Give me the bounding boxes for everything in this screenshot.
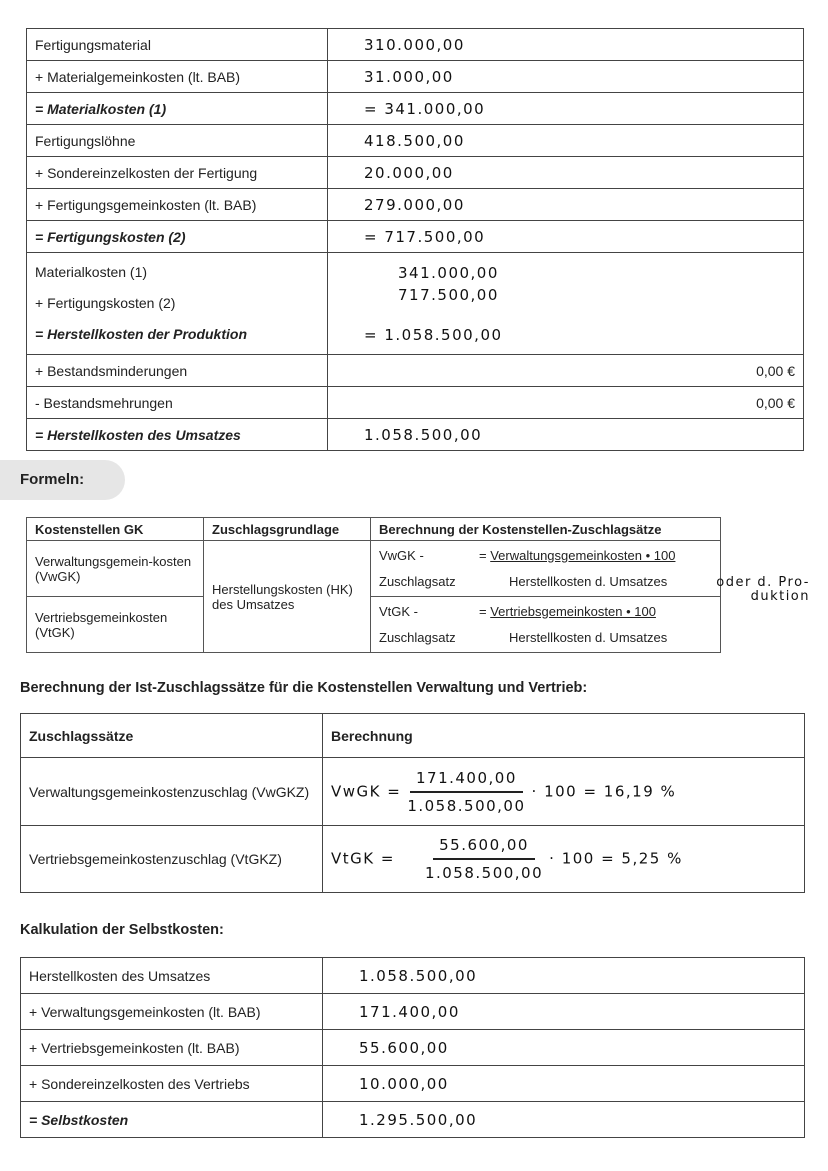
table-row [27, 125, 804, 157]
formeln-label: Formeln: [0, 460, 125, 500]
calc-vtgk: VtGK = $\frac{55.600,00}{1.058.500,00}$ · 100 = 5,25 % [323, 826, 805, 893]
row-label: + Materialgemeinkosten (lt. BAB) [27, 61, 328, 93]
cell: Herstellungskosten (HK) des Umsatzes [204, 541, 371, 653]
row-label: = Materialkosten (1) [27, 93, 328, 125]
header: Zuschlagssätze [21, 714, 323, 758]
section-heading: Kalkulation der Selbstkosten: [20, 922, 224, 938]
table-row-merged [27, 253, 804, 355]
row-label: = Herstellkosten des Umsatzes [27, 419, 328, 451]
handwritten-note: oder d. Pro-duktion [716, 575, 810, 604]
table-row [27, 93, 804, 125]
header: Berechnung [323, 714, 805, 758]
table-row [27, 419, 804, 451]
cell: Verwaltungsgemein-kosten (VwGK) [27, 541, 204, 597]
table-row [21, 958, 805, 994]
row-value: = 341.000,00 [328, 93, 804, 125]
cell: Verwaltungsgemeinkostenzuschlag (VwGKZ) [21, 758, 323, 826]
row-label: + Sondereinzelkosten der Fertigung [27, 157, 328, 189]
table-row [27, 387, 804, 419]
row-value: 10.000,00 [323, 1066, 805, 1102]
section-heading: Berechnung der Ist-Zuschlagssätze für die Kostenstellen Verwaltung und Vertrieb: [20, 680, 588, 696]
table-row [27, 189, 804, 221]
row-label: + Bestandsminderungen [27, 355, 328, 387]
header: Zuschlagsgrundlage [204, 518, 371, 541]
calc-vwgk: VwGK = $\frac{171.400,00}{1.058.500,00}$ · 100 = 16,19 % [323, 758, 805, 826]
row-label: = Selbstkosten [21, 1102, 323, 1138]
row-label: Fertigungslöhne [27, 125, 328, 157]
table-row [21, 994, 805, 1030]
row-value: 0,00 € [328, 387, 804, 419]
row-label: + Verwaltungsgemeinkosten (lt. BAB) [21, 994, 323, 1030]
row-label: Fertigungsmaterial [27, 29, 328, 61]
selbstkosten-table [20, 957, 805, 1138]
formula-table [26, 517, 721, 653]
header: Berechnung der Kostenstellen-Zuschlagsätze [371, 518, 721, 541]
cell: Vertriebsgemeinkosten (VtGK) [27, 597, 204, 653]
table-row [27, 29, 804, 61]
table-row [27, 157, 804, 189]
row-label: + Fertigungsgemeinkosten (lt. BAB) [27, 189, 328, 221]
row-label: - Bestandsmehrungen [27, 387, 328, 419]
herstellkosten-table [26, 28, 804, 451]
table-row [27, 221, 804, 253]
row-label: + Sondereinzelkosten des Vertriebs [21, 1066, 323, 1102]
formula-vtgk: VtGK - = Vertriebsgemeinkosten • 100 Zuschlagsatz Herstellkosten d. Umsatzes [371, 597, 721, 653]
row-value: 279.000,00 [328, 189, 804, 221]
row-label: Herstellkosten des Umsatzes [21, 958, 323, 994]
zuschlag-table [20, 713, 805, 893]
row-label: = Fertigungskosten (2) [27, 221, 328, 253]
cell: Vertriebsgemeinkostenzuschlag (VtGKZ) [21, 826, 323, 893]
row-value: 0,00 € [328, 355, 804, 387]
header: Kostenstellen GK [27, 518, 204, 541]
table-row [27, 355, 804, 387]
row-value: 55.600,00 [323, 1030, 805, 1066]
row-value: 1.295.500,00 [323, 1102, 805, 1138]
row-label: Materialkosten (1) + Fertigungskosten (2) = Herstellkosten der Produktion [27, 253, 328, 355]
row-value: 20.000,00 [328, 157, 804, 189]
table-row [27, 61, 804, 93]
row-value: 171.400,00 [323, 994, 805, 1030]
row-value: 310.000,00 [328, 29, 804, 61]
row-value: 1.058.500,00 [328, 419, 804, 451]
table-row [21, 1066, 805, 1102]
table-row [21, 1102, 805, 1138]
row-value: 418.500,00 [328, 125, 804, 157]
row-value: 31.000,00 [328, 61, 804, 93]
table-row [21, 1030, 805, 1066]
row-value: 1.058.500,00 [323, 958, 805, 994]
row-label: + Vertriebsgemeinkosten (lt. BAB) [21, 1030, 323, 1066]
formula-vwgk: VwGK - = Verwaltungsgemeinkosten • 100 Zuschlagsatz Herstellkosten d. Umsatzes [371, 541, 721, 597]
row-value: = 717.500,00 [328, 221, 804, 253]
row-value: 341.000,00 717.500,00 = 1.058.500,00 [328, 253, 804, 355]
